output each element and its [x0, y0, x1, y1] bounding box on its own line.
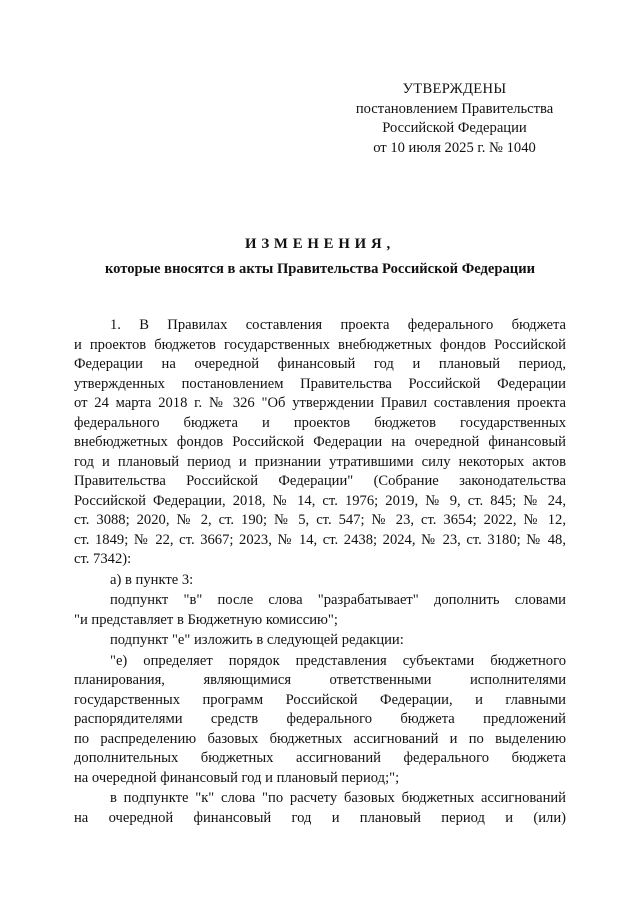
text-line: подпункт "е" изложить в следующей редакции:: [110, 632, 404, 648]
text-line: от 24 марта 2018 г. № 326 "Об утверждении Правил составления проекта: [74, 395, 566, 411]
document-title: ИЗМЕНЕНИЯ,: [245, 236, 395, 252]
text-line: в подпункте "к" слова "по расчету базовых бюджетных ассигнований: [110, 790, 566, 806]
text-line: ст. 1849; № 22, ст. 3667; 2023, № 14, ст. 2438; 2024, № 23, ст. 3180; № 48,: [74, 531, 566, 548]
text-line: на очередной финансовый год и плановый период и (или): [74, 809, 566, 826]
text-line: государственных программ Российской Федерации, и главными: [74, 691, 566, 708]
text-line: на очередной финансовый год и плановый период;";: [74, 769, 400, 786]
text-line: "и представляет в Бюджетную комиссию";: [74, 611, 338, 628]
text-line: планирования, являющимися ответственными исполнителями: [74, 672, 566, 688]
text-line: подпункт "в" после слова "разрабатывает" дополнить словами: [110, 592, 566, 608]
approval-date-number: от 10 июля 2025 г. № 1040: [373, 139, 536, 156]
text-line: по распределению базовых бюджетных ассигнований и по выделению: [74, 730, 566, 747]
document-subtitle: которые вносятся в акты Правительства Российской Федерации: [104, 261, 536, 277]
approval-stamp: [322, 80, 587, 158]
approval-heading: УТВЕРЖДЕНЫ: [402, 81, 507, 97]
text-line: и проектов бюджетов государственных внебюджетных фондов Российской: [74, 336, 566, 353]
text-line: распорядителями средств федерального бюджета предложений: [74, 711, 566, 727]
approval-line: постановлением Правительства: [355, 100, 554, 117]
document-body: [74, 316, 566, 828]
approval-line: Российской Федерации: [382, 120, 527, 136]
text-line: "е) определяет порядок представления субъектами бюджетного: [110, 652, 566, 669]
text-line: ст. 7342):: [74, 551, 132, 567]
text-line: год и плановый период и признании утратившими силу некоторых актов: [74, 453, 566, 470]
text-line: внебюджетных фондов Российской Федерации на очередной финансовый: [74, 434, 566, 450]
text-line: Российской Федерации, 2018, № 14, ст. 1976; 2019, № 9, ст. 845; № 24,: [74, 492, 566, 509]
text-line: дополнительных бюджетных ассигнований федерального бюджета: [74, 750, 566, 766]
text-line: Правительства Российской Федерации" (Собрание законодательства: [74, 473, 566, 489]
text-line: Федерации на очередной финансовый год и плановый период,: [74, 356, 566, 372]
text-line: 1. В Правилах составления проекта федерального бюджета: [110, 317, 566, 333]
text-line: утвержденных постановлением Правительства Российской Федерации: [74, 375, 566, 392]
text-line: федерального бюджета и проектов бюджетов государственных: [74, 414, 566, 431]
text-line: а) в пункте 3:: [110, 571, 194, 588]
text-line: ст. 3088; 2020, № 2, ст. 190; № 5, ст. 547; № 23, ст. 3654; 2022, № 12,: [74, 512, 566, 528]
